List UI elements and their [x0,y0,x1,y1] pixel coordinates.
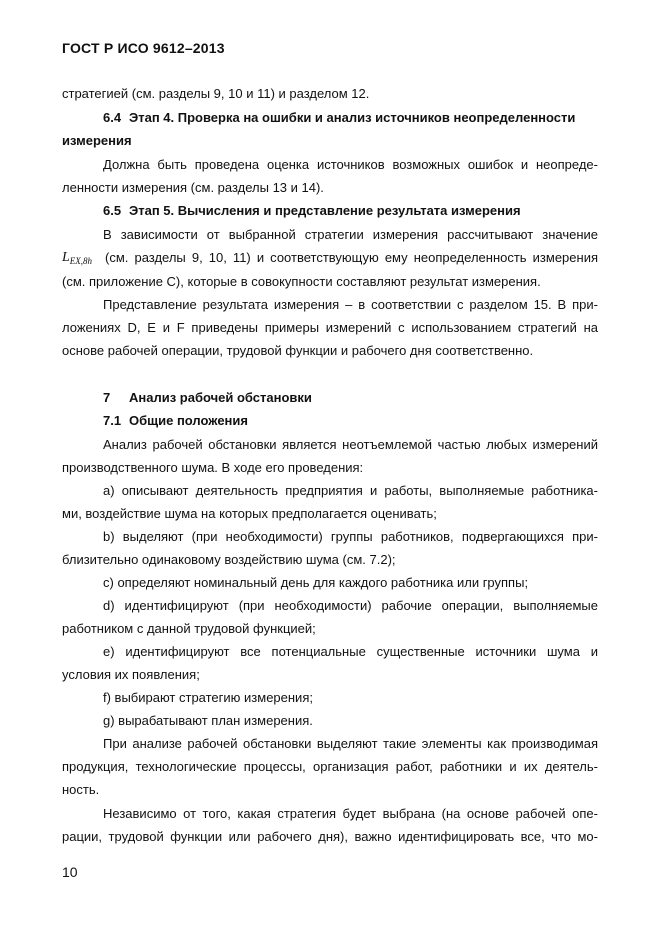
text-line: (см. разделы 9, 10, 11) и соответствующую ему неопределенность измерения [105,250,598,265]
text-line: рации, трудовой функции или рабочего дня), важно идентифицировать все, что мо- [62,829,598,844]
text-line: ленности измерения (см. разделы 13 и 14). [62,180,324,195]
text-line: (см. приложение С), которые в совокупности составляют результат измерения. [62,274,541,289]
section-title: Общие положения [129,413,248,428]
section-7-1-heading [103,413,248,429]
text-line: ми, воздействие шума на которых предполагается оценивать; [62,506,437,521]
list-item: f) выбирают стратегию измерения; [103,690,313,705]
text-line: производственного шума. В ходе его проведения: [62,460,364,475]
text-line: Независимо от того, какая стратегия будет выбрана (на основе рабочей опе- [103,806,598,821]
section-title: Этап 4. Проверка на ошибки и анализ источников неопределенности [129,110,576,125]
list-item: а) описывают деятельность предприятия и работы, выполняемые работника- [103,483,598,498]
section-title: Анализ рабочей обстановки [129,390,312,405]
formula [62,250,92,265]
text-line: ность. [62,782,100,797]
text-line: продукция, технологические процессы, организация работ, работники и их деятель- [62,759,598,774]
text-line: условия их появления; [62,667,200,682]
text-line: В зависимости от выбранной стратегии измерения рассчитывают значение [103,227,598,242]
text-line: При анализе рабочей обстановки выделяют такие элементы как производимая [103,736,598,751]
text-line: работником с данной трудовой функцией; [62,621,316,636]
formula-subscript: EX,8h [69,256,93,266]
section-6-4-heading-cont: измерения [62,133,132,148]
section-number: 7 [103,390,111,405]
list-item: b) выделяют (при необходимости) группы работников, подвергающихся при- [103,529,598,544]
formula-line [62,249,92,269]
formula-symbol: L [62,250,70,265]
document-header: ГОСТ Р ИСО 9612–2013 [62,40,225,56]
text-line: близительно одинаковому воздействию шума (см. 7.2); [62,552,396,567]
list-item: е) идентифицируют все потенциальные существенные источники шума и [103,644,598,659]
text-line: стратегией (см. разделы 9, 10 и 11) и разделом 12. [62,86,370,101]
list-item: d) идентифицируют (при необходимости) рабочие операции, выполняемые [103,598,598,613]
text-line: основе рабочей операции, трудовой функции и рабочего дня соответственно. [62,343,534,358]
section-6-5-heading [103,203,521,219]
section-number: 6.5 [103,203,122,218]
section-6-4-heading [103,110,575,126]
section-7-heading [103,390,312,406]
page-number: 10 [62,864,78,880]
text-line: Представление результата измерения – в соответствии с разделом 15. В при- [103,297,598,312]
section-number: 7.1 [103,413,122,428]
text-line: Должна быть проведена оценка источников возможных ошибок и неопреде- [103,157,598,172]
section-title: Этап 5. Вычисления и представление результата измерения [129,203,521,218]
list-item: с) определяют номинальный день для каждого работника или группы; [103,575,529,590]
section-number: 6.4 [103,110,122,125]
text-line: Анализ рабочей обстановки является неотъемлемой частью любых измерений [103,437,598,452]
text-line: ложениях D, Е и F приведены примеры измерений с использованием стратегий на [62,320,598,335]
list-item: g) вырабатывают план измерения. [103,713,313,728]
